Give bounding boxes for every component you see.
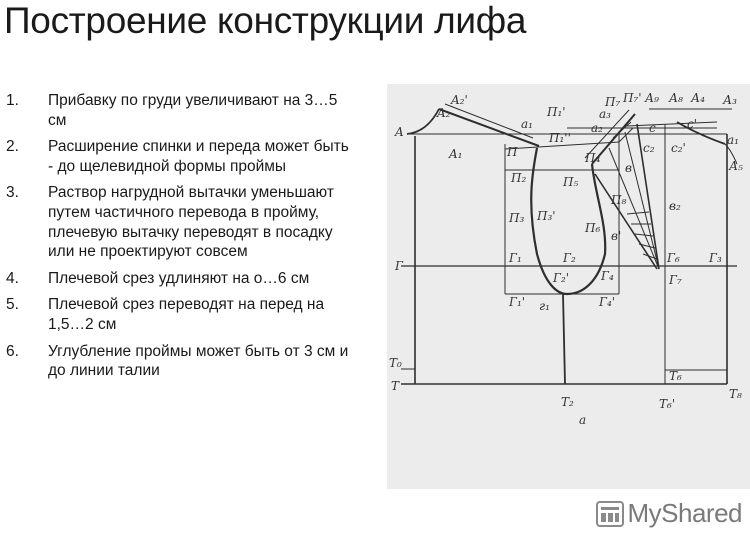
item-text: Прибавку по груди увеличивают на 3…5 см bbox=[48, 92, 338, 129]
label-a1-small: а₁ bbox=[521, 117, 533, 131]
list-item bbox=[0, 269, 350, 289]
label-g3: Г₃ bbox=[709, 251, 722, 265]
label-g2: Г₂ bbox=[563, 251, 576, 265]
label-t0: Т₀ bbox=[389, 356, 402, 370]
item-number: 1. bbox=[6, 92, 19, 109]
back-shoulder-line-2 bbox=[445, 104, 533, 138]
list-item bbox=[0, 342, 350, 381]
label-g4: Г₄ bbox=[601, 269, 614, 283]
label-a: A bbox=[395, 125, 404, 139]
label-g1: Г₁ bbox=[509, 251, 522, 265]
label-g4p: Г₄' bbox=[599, 295, 616, 309]
label-p: П bbox=[507, 145, 518, 159]
label-p1pp: П₁'' bbox=[549, 131, 571, 145]
label-b2: в₂ bbox=[669, 199, 681, 213]
label-p5: П₅ bbox=[563, 175, 579, 189]
label-t: Т bbox=[391, 379, 400, 393]
label-a1: A₁ bbox=[449, 147, 463, 161]
label-c2: с₂ bbox=[643, 141, 655, 155]
label-t8: Т₈ bbox=[729, 387, 742, 401]
label-p6: П₆ bbox=[585, 221, 601, 235]
label-a1-right: а₁ bbox=[727, 133, 739, 147]
item-number: 2. bbox=[6, 138, 19, 156]
item-text: Углубление проймы может быть от 3 см и до линии талии bbox=[48, 342, 349, 380]
list-item bbox=[0, 137, 350, 176]
pattern-drawing bbox=[387, 84, 750, 489]
list-item bbox=[0, 183, 350, 261]
label-a4: А₄ bbox=[691, 91, 705, 105]
item-number: 3. bbox=[6, 184, 19, 202]
item-text: Раствор нагрудной вытачки уменьшают путем частичного перевода в пройму, плечевую вытачку переводят в посадку или не проектируют совсем bbox=[48, 184, 334, 261]
item-number: 4. bbox=[6, 269, 19, 287]
item-text: Расширение спинки и переда может быть - до щелевидной формы проймы bbox=[48, 138, 349, 175]
label-a3-small: а₃ bbox=[599, 107, 611, 121]
label-t6: Т₆ bbox=[669, 369, 682, 383]
label-b1: в' bbox=[611, 229, 622, 243]
label-g: Г bbox=[395, 259, 403, 273]
label-p1: П₁' bbox=[547, 105, 566, 119]
slide-title: Построение конструкции лифа bbox=[4, 0, 527, 41]
dart-guide-1 bbox=[609, 148, 659, 269]
label-a5: А₅ bbox=[729, 159, 743, 173]
side-seam bbox=[563, 294, 565, 384]
list-item bbox=[0, 91, 350, 130]
label-p2: П₂ bbox=[511, 171, 527, 185]
brand-logo bbox=[596, 498, 743, 529]
item-text: Плечевой срез переводят на перед на 1,5…2 см bbox=[48, 296, 325, 333]
label-c2p: с₂' bbox=[671, 141, 686, 155]
label-a8: А₈ bbox=[669, 91, 683, 105]
label-p4: П₄ bbox=[585, 151, 601, 165]
item-number: 5. bbox=[6, 296, 19, 314]
label-g1-lower: г₁ bbox=[539, 299, 550, 313]
label-a-bottom: а bbox=[579, 413, 587, 427]
label-a2: A₂ bbox=[437, 106, 451, 120]
item-text: Плечевой срез удлиняют на о…6 см bbox=[48, 269, 310, 287]
label-c: с bbox=[649, 121, 656, 135]
label-t6p: Т₆' bbox=[659, 397, 676, 411]
label-p3: П₃ bbox=[509, 211, 525, 225]
rules-list bbox=[0, 91, 350, 388]
top-aux-line bbox=[627, 122, 717, 126]
label-a2p: A₂' bbox=[451, 93, 468, 107]
label-p7: П₇ bbox=[605, 95, 621, 109]
label-a3: А₃ bbox=[723, 93, 737, 107]
label-a9: А₉ bbox=[645, 91, 659, 105]
label-g6: Г₆ bbox=[667, 251, 680, 265]
back-neck-curve bbox=[407, 109, 439, 134]
label-t2: Т₂ bbox=[561, 395, 574, 409]
pattern-svg bbox=[387, 84, 750, 489]
label-g1p: Г₁' bbox=[509, 295, 526, 309]
brand-name: MyShared bbox=[627, 498, 742, 528]
list-item bbox=[0, 295, 350, 334]
label-p8: П₈ bbox=[611, 193, 627, 207]
label-p7p: П₇' bbox=[623, 91, 642, 105]
item-number: 6. bbox=[6, 342, 19, 360]
label-g7: Г₇ bbox=[669, 273, 682, 287]
label-g2p: Г₂' bbox=[553, 271, 570, 285]
label-p3p: П₃' bbox=[537, 209, 556, 223]
myshared-logo-icon bbox=[596, 501, 624, 527]
label-c1: с' bbox=[687, 117, 698, 131]
label-a2-small: а₂ bbox=[591, 121, 603, 135]
label-b: в bbox=[625, 161, 632, 175]
